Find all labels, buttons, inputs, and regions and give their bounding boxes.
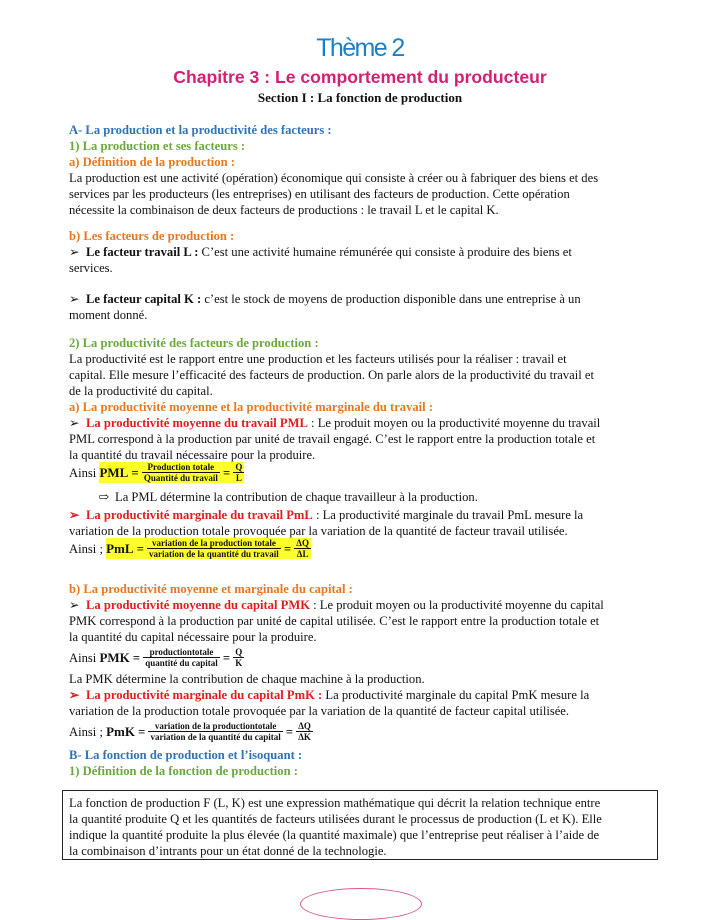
pmgk-formula: Ainsi ; PmK = $\frac{\text{variation de la productiontotale}}{\text{variation de la quantité du capital}}$ = $\frac{\Delta Q}{\Delta K}$ — [69, 721, 311, 742]
arrow-bullet-icon: ➢ — [69, 598, 80, 612]
arrow-bullet-icon: ➢ — [69, 292, 80, 306]
factor-capital — [69, 291, 654, 307]
pmg-text-2: variation de la production totale provoquée par la variation de la quantité de facteur travail utilisée. — [69, 524, 568, 538]
part-a-block — [69, 122, 654, 218]
factor-travail-text: C’est une activité humaine rémunérée qui consiste à produire des biens et — [198, 245, 572, 259]
pmk-fraction-symbolic: $\frac{Q}{K}$ — [235, 647, 243, 668]
pmgk-symbol: PmK — [106, 723, 135, 739]
arrow-bullet-icon: ➢ — [69, 416, 80, 430]
pmk-formula: Ainsi PMK = $\frac{\text{productiontotale}}{\text{quantité du capital}}$ = $\frac{Q}{K}$ — [69, 647, 243, 668]
definition-title: a) Définition de la production : — [69, 155, 235, 169]
factor-travail — [69, 244, 654, 260]
box-line: la quantité produite Q et les quantités de facteurs utilisées durant le processus de production (L et K). Elle — [69, 812, 602, 826]
hollow-arrow-icon: ⇨ — [98, 490, 109, 504]
arrow-bullet-icon: ➢ — [69, 508, 80, 522]
part-b-sub1: 1) Définition de la fonction de production : — [69, 764, 298, 778]
pml-definition — [69, 415, 654, 431]
part-a-title: A- La production et la productivité des facteurs : — [69, 123, 332, 137]
factor-capital-text-2: moment donné. — [69, 308, 148, 322]
pmk-text: : Le produit moyen ou la productivité moyenne du capital — [310, 598, 604, 612]
box-line: indique la quantité produite la plus élevée (la quantité maximale) que l’entreprise peut réaliser à l’aide de — [69, 828, 600, 842]
capital-productivity-title: b) La productivité moyenne et marginale du capital : — [69, 582, 353, 596]
productivity-title: 2) La productivité des facteurs de production : — [69, 336, 319, 350]
ainsi-label: Ainsi — [69, 465, 97, 480]
pmk-note: La PMK détermine la contribution de chaque machine à la production. — [69, 672, 425, 686]
pmg-definition — [69, 507, 654, 523]
pmk-symbol: PMK — [99, 649, 130, 665]
section-title: Section I : La fonction de production — [257, 90, 463, 105]
factor-travail-label: Le facteur travail L : — [86, 245, 199, 259]
pmg-label: La productivité marginale du travail PmL — [86, 508, 313, 522]
pml-fraction: $\frac{\text{Production totale}}{\text{Quantité du travail}}$ — [143, 462, 218, 483]
pmg-fraction-symbolic: $\frac{\Delta Q}{\Delta L}$ — [296, 538, 309, 559]
arrow-bullet-icon: ➢ — [69, 245, 80, 259]
factor-capital-label: Le facteur capital K : — [86, 292, 202, 306]
pml-fraction-symbolic: $\frac{Q}{L}$ — [235, 462, 243, 483]
pml-text-2: PML correspond à la production par unité de travail engagé. C’est le rapport entre la production totale et — [69, 432, 596, 446]
ainsi-label: Ainsi — [69, 650, 97, 665]
pmgk-text-2: variation de la production totale provoquée par la variation de la quantité de facteur capital utilisée. — [69, 704, 570, 718]
pmg-fraction: $\frac{\text{variation de la production totale}}{\text{variation de la quantité du travail}}$ — [149, 538, 279, 559]
pmgk-fraction-symbolic: $\frac{\Delta Q}{\Delta K}$ — [298, 721, 311, 742]
pml-symbol: PML — [99, 464, 129, 480]
factors-title: b) Les facteurs de production : — [69, 229, 235, 243]
productivity-line: capital. Elle mesure l’efficacité des facteurs de production. On parle alors de la productivité du travail et — [69, 368, 594, 382]
pmgk-label: La productivité marginale du capital PmK : — [86, 688, 323, 702]
part-b-title: B- La fonction de production et l’isoquant : — [69, 748, 303, 762]
pml-text-3: la quantité du travail nécessaire pour la produire. — [69, 448, 316, 462]
box-line: La fonction de production F (L, K) est une expression mathématique qui décrit la relation technique entre — [69, 796, 601, 810]
productivity-block — [69, 335, 654, 463]
part-b-block — [69, 747, 654, 779]
pmk-label: La productivité moyenne du capital PMK — [86, 598, 311, 612]
pmg-formula: Ainsi ; PmL = $\frac{\text{variation de la production totale}}{\text{variation de la quantité du travail}}$ = $\frac{\Delta Q}{\Delta L}$ — [69, 538, 309, 559]
pml-formula: Ainsi PML = $\frac{\text{Production totale}}{\text{Quantité du travail}}$ = $\frac{Q}{L}$ — [69, 462, 243, 483]
chapter-title: Chapitre 3 : Le comportement du producteur — [173, 67, 547, 87]
definition-box-text — [69, 795, 654, 859]
pml-label: La productivité moyenne du travail PML — [86, 416, 308, 430]
pmk-text-3: la quantité du capital nécessaire pour la produire. — [69, 630, 317, 644]
definition-line: La production est une activité (opération) économique qui consiste à créer ou à fabriquer des biens et des — [69, 171, 599, 185]
pmk-definition — [69, 597, 654, 613]
theme-title: Thème 2 — [316, 34, 404, 62]
pmgk-fraction: $\frac{\text{variation de la productiontotale}}{\text{variation de la quantité du capital}}$ — [150, 721, 281, 742]
stamp-decoration — [300, 888, 422, 920]
ainsi-label: Ainsi ; — [69, 541, 103, 556]
pmg-block — [69, 507, 654, 539]
pmg-symbol: PmL — [106, 540, 134, 556]
factor-travail-text-2: services. — [69, 261, 113, 275]
factors-block — [69, 228, 654, 276]
productivity-line: La productivité est le rapport entre une production et les facteurs utilisés pour la réaliser : travail et — [69, 352, 567, 366]
pmg-text: : La productivité marginale du travail PmL mesure la — [312, 508, 584, 522]
pmgk-definition — [69, 687, 654, 703]
factor-capital-text: c’est le stock de moyens de production disponible dans une entreprise à un — [201, 292, 581, 306]
part-a-sub1: 1) La production et ses facteurs : — [69, 139, 246, 153]
travail-productivity-title: a) La productivité moyenne et la productivité marginale du travail : — [69, 400, 434, 414]
productivity-line: de la productivité du capital. — [69, 384, 213, 398]
box-line: la combinaison d’intrants pour un état donné de la technologie. — [69, 844, 387, 858]
arrow-bullet-icon: ➢ — [69, 688, 80, 702]
definition-line: services par les producteurs (les entreprises) en utilisant des facteurs de production. Cette opération — [69, 187, 570, 201]
pmgk-text: La productivité marginale du capital PmK mesure la — [322, 688, 590, 702]
pmk-fraction: $\frac{\text{productiontotale}}{\text{quantité du capital}}$ — [145, 647, 218, 668]
pmk-text-2: PMK correspond à la production par unité de capital utilisée. C’est le rapport entre la production totale et — [69, 614, 600, 628]
pml-text: : Le produit moyen ou la productivité moyenne du travail — [307, 416, 601, 430]
capital-factor-block — [69, 291, 654, 323]
ainsi-label: Ainsi ; — [69, 724, 103, 739]
pmk-block-2 — [69, 671, 654, 719]
pml-note: ⇨ La PML détermine la contribution de chaque travailleur à la production. — [69, 489, 654, 505]
capital-productivity-block — [69, 581, 654, 645]
definition-line: nécessite la combinaison de deux facteurs de productions : le travail L et le capital K. — [69, 203, 499, 217]
